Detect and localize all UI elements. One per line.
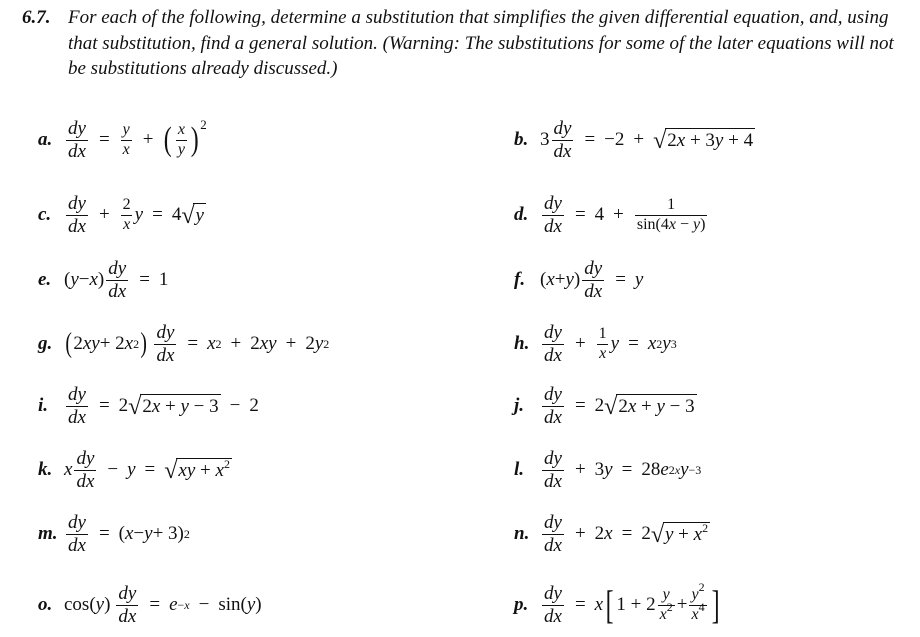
part-label: g. <box>38 333 53 354</box>
part-f <box>514 258 643 302</box>
part-l <box>514 448 701 492</box>
part-label: k. <box>38 459 53 480</box>
part-e <box>38 258 168 302</box>
part-equation: ( y − x ) $\frac{dy}{dx}$ = 1 <box>64 257 169 302</box>
part-n <box>514 512 710 556</box>
part-h <box>514 322 677 366</box>
part-k <box>38 448 232 492</box>
part-equation: $\frac{dy}{dx}$ = $\frac{y}{x}$ + ( $\frac{x}{y}$ ) 2 <box>68 116 207 162</box>
part-equation: $\frac{dy}{dx}$ = ( x − y + 3) 2 <box>68 511 190 556</box>
part-label: f. <box>514 269 526 290</box>
part-i <box>38 384 259 428</box>
part-label: p. <box>514 594 529 615</box>
part-equation: x $\frac{dy}{dx}$ − y = √ xy + $x^2$ <box>64 447 230 492</box>
part-label: i. <box>38 395 49 416</box>
part-equation: $\frac{dy}{dx}$ + $\frac{2}{x}$ y = 4 √ y <box>68 192 204 237</box>
part-o <box>38 583 262 627</box>
part-label: d. <box>514 204 529 225</box>
part-a <box>38 118 207 162</box>
part-equation: cos( y ) $\frac{dy}{dx}$ = e −x − sin( y ) <box>64 582 262 627</box>
part-label: j. <box>514 395 525 416</box>
problem-text: For each of the following, determine a substitution that simplifies the given differential equation, and, using that substitution, find a general solution. (Warning: The substitutions for some of the later equations will not be substitutions already discussed.) <box>68 7 894 79</box>
part-equation: $\frac{dy}{dx}$ = 4 + $\frac{1}{\sin(4x - y)}$ <box>544 192 706 237</box>
part-label: m. <box>38 523 58 544</box>
part-p <box>514 579 722 627</box>
part-label: h. <box>514 333 530 354</box>
problem-header <box>22 5 914 82</box>
part-equation: $\frac{dy}{dx}$ + 3 y = 28 e 2x y −3 <box>544 447 702 492</box>
part-equation: $\frac{dy}{dx}$ + $\frac{1}{x}$ y = x 2 y 3 <box>544 321 677 366</box>
part-label: e. <box>38 269 52 290</box>
part-label: b. <box>514 129 529 150</box>
part-equation: $\frac{dy}{dx}$ = 2 √ 2x + y − 3 − 2 <box>68 383 259 428</box>
part-equation: 3 $\frac{dy}{dx}$ = −2 + √ 2x + 3y + 4 <box>540 117 754 162</box>
part-g <box>38 322 329 366</box>
part-label: a. <box>38 129 53 150</box>
part-label: l. <box>514 459 525 480</box>
part-label: n. <box>514 523 530 544</box>
part-m <box>38 512 190 556</box>
part-j <box>514 384 697 428</box>
part-equation: ( x + y ) $\frac{dy}{dx}$ = y <box>540 257 644 302</box>
part-equation: ( 2 xy + 2 x 2 ) $\frac{dy}{dx}$ = x 2 + 2 xy + 2 y 2 <box>65 321 330 366</box>
part-equation: $\frac{dy}{dx}$ = x [ 1 + 2 $\frac{y}{x^2}$ + $\frac{y^2}{x^4}$ ] <box>544 579 720 627</box>
part-d <box>514 193 709 237</box>
part-label: c. <box>38 204 52 225</box>
part-label: o. <box>38 594 53 615</box>
part-b <box>514 118 755 162</box>
problem-number: 6.7. <box>22 7 51 28</box>
part-equation: $\frac{dy}{dx}$ + 2 x = 2 √ $y + x^2$ <box>544 511 709 556</box>
part-equation: $\frac{dy}{dx}$ = 2 √ 2x + y − 3 <box>544 383 695 428</box>
part-c <box>38 193 206 237</box>
